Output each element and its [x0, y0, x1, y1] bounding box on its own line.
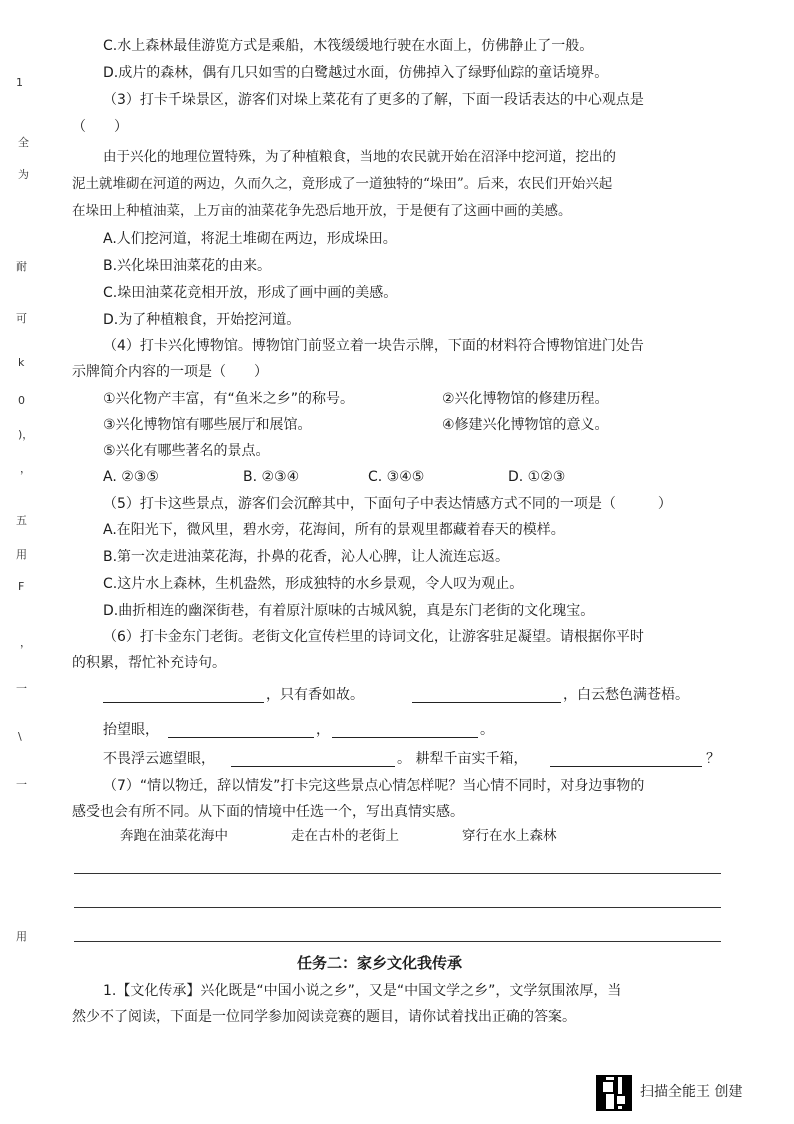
- writing-line[interactable]: [74, 941, 721, 942]
- q7-scenario: 穿行在水上森林: [462, 828, 557, 844]
- q4-option-a: A. ②③⑤: [103, 469, 159, 485]
- poem-blank-2[interactable]: [412, 702, 561, 703]
- margin-mark: 耐: [16, 260, 27, 273]
- poem-line3-start: 不畏浮云遮望眼，: [103, 751, 215, 767]
- qr-code-icon: [596, 1075, 632, 1111]
- poem-line1-end: ，白云愁色满苍梧。: [563, 687, 689, 703]
- margin-mark: ，: [20, 636, 31, 649]
- poem-blank-4[interactable]: [332, 737, 478, 738]
- q4-item: ⑤兴化有哪些著名的景点。: [103, 443, 270, 459]
- poem-line1-text: ，只有香如故。: [266, 687, 364, 703]
- q3-option-a: A.人们挖河道，将泥土堆砌在两边，形成垛田。: [103, 231, 397, 247]
- writing-line[interactable]: [74, 873, 721, 874]
- q4-option-b: B. ②③④: [243, 469, 300, 485]
- task2-q1: 1.【文化传承】兴化既是“中国小说之乡”，又是“中国文学之乡”，文学氛围浓厚，当: [103, 983, 622, 999]
- poem-blank-3[interactable]: [168, 737, 314, 738]
- margin-mark: 为: [18, 168, 29, 181]
- q3-passage: 在垛田上种植油菜，上万亩的油菜花争先恐后地开放，于是便有了这画中画的美感。: [72, 203, 572, 219]
- q4-item: ③兴化博物馆有哪些展厅和展馆。: [103, 417, 312, 433]
- q5-option-d: D.曲折相连的幽深街巷，有着原汁原味的古城风貌，真是东门老街的文化瑰宝。: [103, 603, 595, 619]
- margin-mark: 可: [16, 312, 27, 325]
- q4-option-d: D. ①②③: [508, 469, 566, 485]
- q3-stem: （3）打卡千垛景区，游客们对垛上菜花有了更多的了解，下面一段话表达的中心观点是: [103, 92, 644, 108]
- poem-blank-6[interactable]: [550, 766, 702, 767]
- q3-passage: 由于兴化的地理位置特殊，为了种植粮食，当地的农民就开始在沼泽中挖河道，挖出的: [103, 149, 616, 165]
- poem-line2-comma: ，: [316, 722, 330, 738]
- poem-blank-5[interactable]: [231, 766, 395, 767]
- q3-option-d: D.为了种植粮食，开始挖河道。: [103, 312, 301, 328]
- q5-option-c: C.这片水上森林，生机盎然，形成独特的水乡景观，令人叹为观止。: [103, 576, 524, 592]
- q4-stem: （4）打卡兴化博物馆。博物馆门前竖立着一块告示牌，下面的材料符合博物馆进门处告: [103, 338, 644, 354]
- poem-line2-start: 抬望眼，: [103, 722, 159, 738]
- margin-mark: 1: [16, 76, 23, 89]
- margin-mark: k: [18, 356, 25, 369]
- q2-option-d: D.成片的森林，偶有几只如雪的白鹭越过水面，仿佛掉入了绿野仙踪的童话境界。: [103, 65, 609, 81]
- q3-option-b: B.兴化垛田油菜花的由来。: [103, 258, 272, 274]
- q3-passage: 泥土就堆砌在河道的两边，久而久之，竟形成了一道独特的“垛田”。后来，农民们开始兴起: [72, 176, 613, 192]
- q6-stem-cont: 的积累，帮忙补充诗句。: [72, 655, 226, 671]
- task2-q1-cont: 然少不了阅读，下面是一位同学参加阅读竞赛的题目，请你试着找出正确的答案。: [72, 1009, 576, 1025]
- margin-mark: 用: [16, 548, 27, 561]
- q4-item: ①兴化物产丰富，有“鱼米之乡”的称号。: [103, 391, 355, 407]
- q4-stem-cont: 示牌简介内容的一项是（ ）: [72, 364, 268, 380]
- margin-mark: ，: [20, 462, 31, 475]
- margin-mark: 五: [16, 514, 27, 527]
- q4-option-c: C. ③④⑤: [368, 469, 425, 485]
- margin-mark: 一: [16, 682, 27, 695]
- poem-line2-end: 。: [480, 722, 494, 738]
- margin-mark: 0: [18, 394, 25, 407]
- margin-mark: \: [18, 730, 22, 743]
- margin-mark: 全: [18, 136, 29, 149]
- poem-line3-mid: 。 耕犁千亩实千箱，: [397, 751, 528, 767]
- q7-stem: （7）“情以物迁，辞以情发”打卡完这些景点心情怎样呢？当心情不同时，对身边事物的: [103, 778, 645, 794]
- section-title: 任务二：家乡文化我传承: [297, 954, 463, 972]
- scanner-watermark: 扫描全能王 创建: [640, 1084, 743, 1100]
- q3-answer-paren[interactable]: （ ）: [72, 119, 128, 135]
- q7-scenario: 走在古朴的老街上: [291, 828, 399, 844]
- margin-mark: 用: [16, 930, 27, 943]
- poem-line3-end: ？: [706, 751, 720, 767]
- q5-option-b: B.第一次走进油菜花海，扑鼻的花香，沁人心脾，让人流连忘返。: [103, 549, 510, 565]
- margin-mark: 一: [16, 778, 27, 791]
- q3-option-c: C.垛田油菜花竞相开放，形成了画中画的美感。: [103, 285, 398, 301]
- margin-mark: F: [18, 580, 25, 593]
- margin-mark: )，: [18, 428, 34, 441]
- q7-scenario: 奔跑在油菜花海中: [120, 828, 228, 844]
- q4-item: ②兴化博物馆的修建历程。: [442, 391, 609, 407]
- q7-stem-cont: 感受也会有所不同。从下面的情境中任选一个，写出真情实感。: [72, 804, 464, 820]
- q5-stem: （5）打卡这些景点，游客们会沉醉其中，下面句子中表达情感方式不同的一项是（ ）: [103, 496, 672, 512]
- q5-option-a: A.在阳光下，微风里，碧水旁，花海间，所有的景观里都藏着春天的模样。: [103, 522, 565, 538]
- q2-option-c: C.水上森林最佳游览方式是乘船，木筏缓缓地行驶在水面上，仿佛静止了一般。: [103, 38, 594, 54]
- writing-line[interactable]: [74, 907, 721, 908]
- q6-stem: （6）打卡金东门老街。老街文化宣传栏里的诗词文化，让游客驻足凝望。请根据你平时: [103, 629, 644, 645]
- poem-blank-1[interactable]: [103, 702, 264, 703]
- q4-item: ④修建兴化博物馆的意义。: [442, 417, 609, 433]
